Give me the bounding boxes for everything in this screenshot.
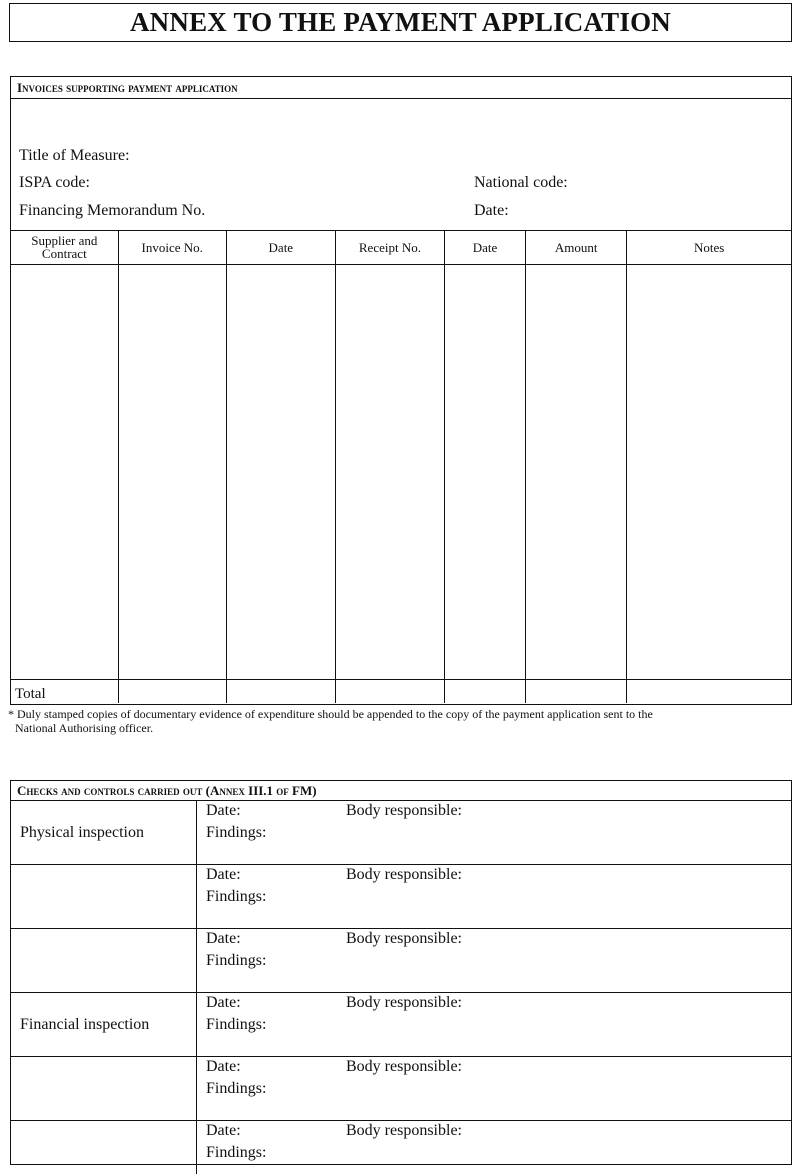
check-row-label: Physical inspection [11,801,197,864]
check-row-label [11,1121,197,1174]
check-body-responsible-label: Body responsible: [346,1122,462,1139]
cell-invoice-date [226,264,335,679]
check-findings-label: Findings: [206,1016,267,1033]
check-date-label: Date: [206,866,241,883]
checks-section [10,780,792,1165]
check-date-label: Date: [206,1122,241,1139]
check-findings-label: Findings: [206,824,267,841]
measure-info [11,99,791,231]
total-cell-invoice-date [226,679,335,703]
invoices-table-body-row [11,264,791,679]
check-body-responsible-label: Body responsible: [346,994,462,1011]
footnote [8,707,792,735]
check-row-label: Financial inspection [11,993,197,1056]
column-header-supplier: Supplier and Contract [11,231,118,264]
check-date-label: Date: [206,994,241,1011]
invoices-section-header: Invoices supporting payment application [11,77,791,99]
title-of-measure-label: Title of Measure: [19,147,130,164]
total-cell-receipt-no [335,679,444,703]
column-header-receipt-no: Receipt No. [335,231,444,264]
cell-supplier [11,264,118,679]
ispa-code-label: ISPA code: [19,174,90,191]
cell-receipt-no [335,264,444,679]
check-row [11,1057,791,1121]
column-header-receipt-date: Date [445,231,526,264]
invoices-table-header-row [11,231,791,264]
check-body-responsible-label: Body responsible: [346,930,462,947]
check-body-responsible-label: Body responsible: [346,1058,462,1075]
column-header-invoice-date: Date [226,231,335,264]
column-header-notes: Notes [627,231,791,264]
checks-section-header: Checks and controls carried out (Annex III.1 of FM) [11,781,791,801]
check-date-label: Date: [206,1058,241,1075]
check-row-label [11,929,197,992]
check-body-responsible-label: Body responsible: [346,802,462,819]
cell-amount [526,264,627,679]
check-row [11,929,791,993]
total-cell-receipt-date [445,679,526,703]
total-cell-notes [627,679,791,703]
footnote-line-2: National Authorising officer. [15,721,154,735]
cell-invoice-no [118,264,226,679]
national-code-label: National code: [474,174,568,191]
invoices-table [11,231,791,703]
invoices-section [10,76,792,705]
check-date-label: Date: [206,930,241,947]
cell-notes [627,264,791,679]
total-cell-amount [526,679,627,703]
column-header-amount: Amount [526,231,627,264]
check-row [11,1121,791,1174]
page-title: ANNEX TO THE PAYMENT APPLICATION [9,3,792,42]
check-findings-label: Findings: [206,952,267,969]
check-row [11,801,791,865]
financing-memorandum-label: Financing Memorandum No. [19,202,206,219]
check-findings-label: Findings: [206,1080,267,1097]
check-date-label: Date: [206,802,241,819]
footnote-line-1: * Duly stamped copies of documentary evidence of expenditure should be appended to the copy of the payment application sent to the [8,707,653,721]
total-label: Total [11,679,118,703]
total-cell-invoice-no [118,679,226,703]
check-row-label [11,865,197,928]
check-row-label [11,1057,197,1120]
check-findings-label: Findings: [206,888,267,905]
fm-date-label: Date: [474,202,509,219]
check-body-responsible-label: Body responsible: [346,866,462,883]
check-row [11,993,791,1057]
check-row [11,865,791,929]
check-findings-label: Findings: [206,1144,267,1161]
cell-receipt-date [445,264,526,679]
invoices-total-row [11,679,791,703]
column-header-invoice-no: Invoice No. [118,231,226,264]
